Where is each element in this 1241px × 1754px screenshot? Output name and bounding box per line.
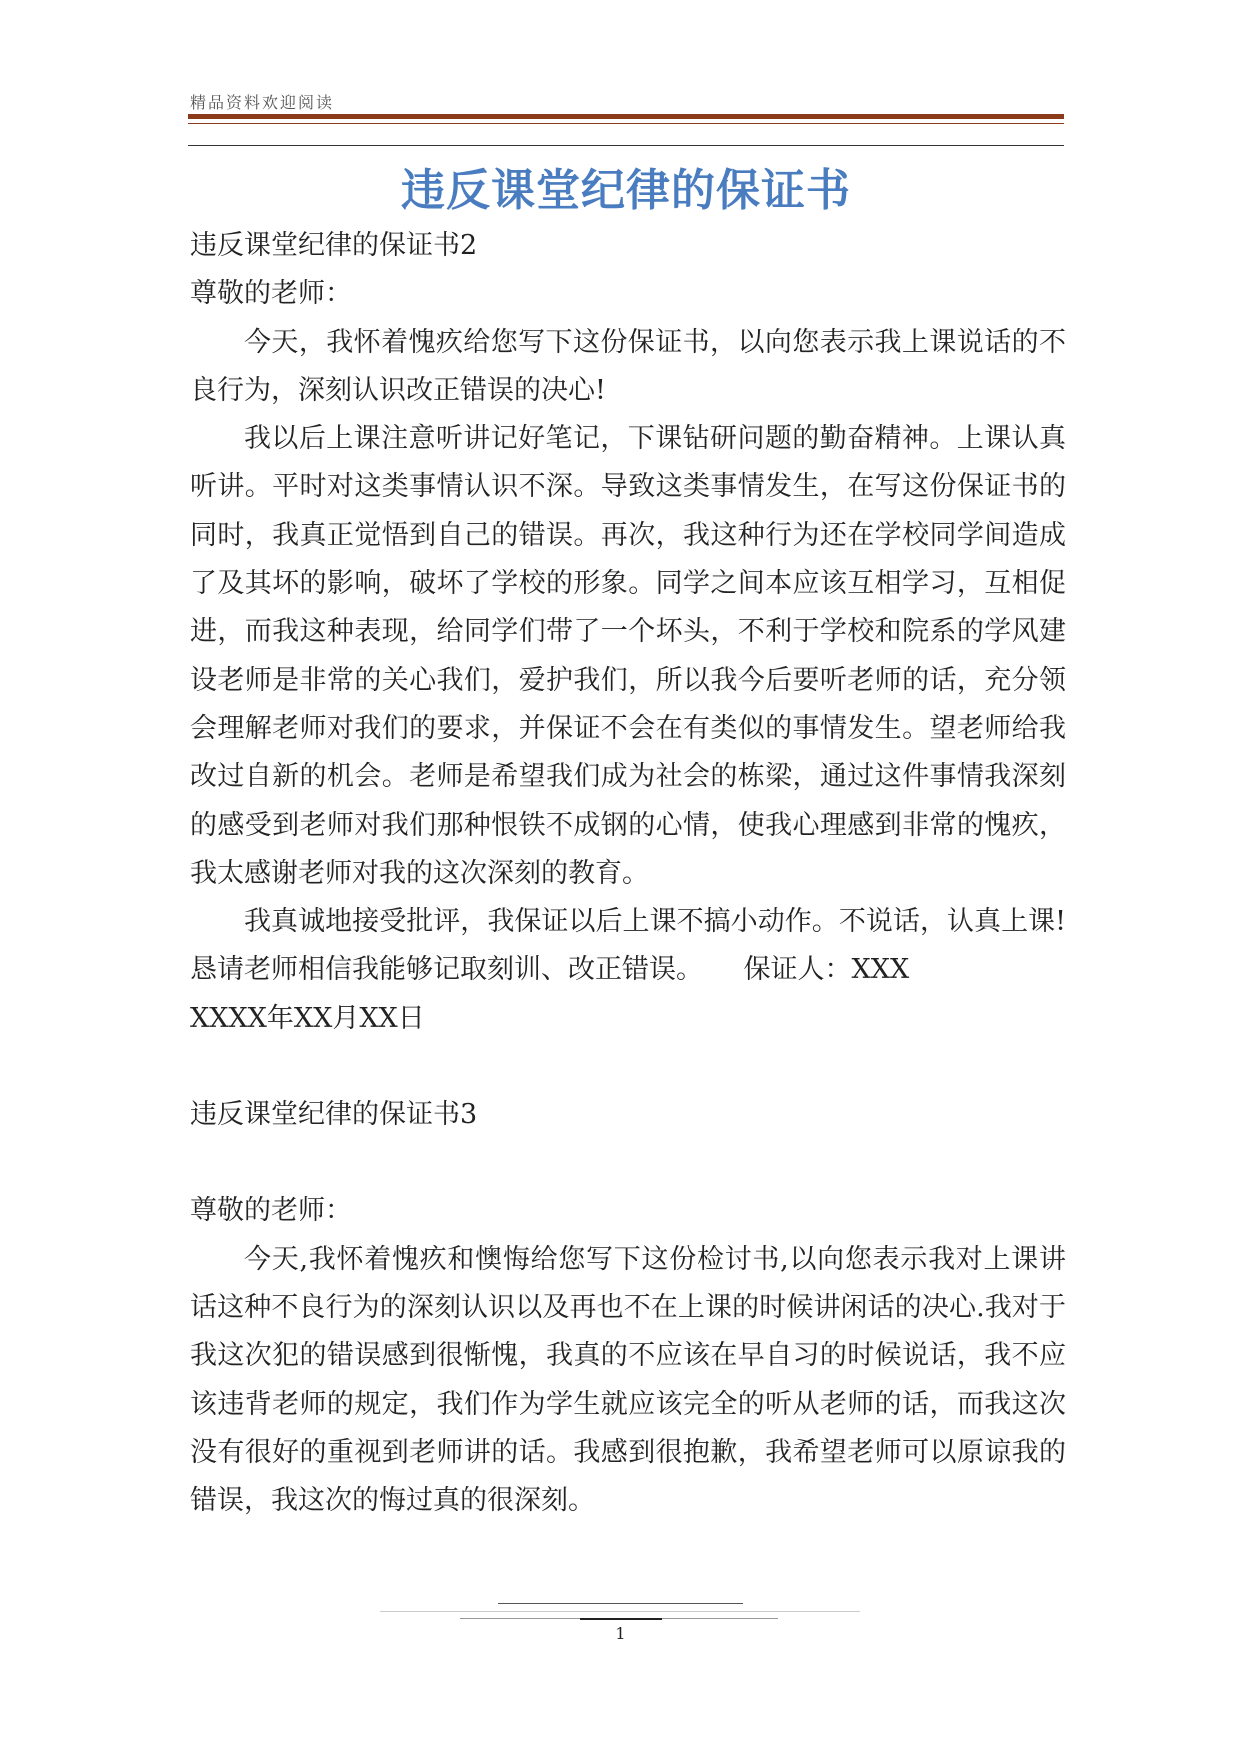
body-paragraph: 我以后上课注意听讲记好笔记，下课钻研问题的勤奋精神。上课认真听讲。平时对这类事情认识不深。导致这类事情发生，在写这份保证书的同时，我真正觉悟到自己的错误。再次，我这种行为还在学校同学间造成了及其坏的影响，破坏了学校的形象。同学之间本应该互相学习，互相促进，而我这种表现，给同学们带了一个坏头，不利于学校和院系的学风建设老师是非常的关心我们，爱护我们，所以我今后要听老师的话，充分领会理解老师对我们的要求，并保证不会在有类似的事情发生。望老师给我改过自新的机会。老师是希望我们成为社会的栋梁，通过这件事情我深刻的感受到老师对我们那种恨铁不成钢的心情，使我心理感到非常的愧疚，我太感谢老师对我的这次深刻的教育。 [190, 423, 1066, 889]
header-text: 精品资料欢迎阅读 [190, 93, 335, 112]
spacer [190, 1043, 1066, 1091]
section-heading: 违反课堂纪律的保证书2 [190, 230, 478, 261]
document-title: 违反课堂纪律的保证书 [401, 165, 851, 216]
footer-rule [380, 1611, 860, 1612]
salutation: 尊敬的老师： [190, 278, 352, 310]
body-paragraph: 今天，我怀着愧疚给您写下这份保证书，以向您表示我上课说话的不良行为，深刻认识改正错误的决心! [190, 326, 1066, 406]
section-heading: 违反课堂纪律的保证书3 [190, 1099, 478, 1131]
date-line: XXXX年XX月XX日 [190, 1002, 425, 1034]
header-rule-thin [188, 123, 1064, 124]
header-rule [188, 114, 1064, 119]
footer-rule [580, 1618, 662, 1620]
spacer [190, 1139, 1066, 1187]
footer-rule [498, 1603, 743, 1604]
salutation: 尊敬的老师： [190, 1195, 352, 1227]
body-paragraph: 我真诚地接受批评，我保证以后上课不搞小动作。不说话，认真上课!恳请老师相信我能够记取刻训、改正错误。 保证人：XXX [190, 906, 1066, 986]
header-divider [188, 145, 1064, 146]
page-number: 1 [615, 1624, 626, 1643]
body-paragraph: 今天,我怀着愧疚和懊悔给您写下这份检讨书,以向您表示我对上课讲话这种不良行为的深刻认识以及再也不在上课的时候讲闲话的决心.我对于我这次犯的错误感到很惭愧，我真的不应该在早自习的时候说话，我不应该违背老师的规定，我们作为学生就应该完全的听从老师的话，而我这次没有很好的重视到老师讲的话。我感到很抱歉，我希望老师可以原谅我的错误，我这次的悔过真的很深刻。 [190, 1243, 1066, 1517]
document-body [190, 222, 1066, 1525]
